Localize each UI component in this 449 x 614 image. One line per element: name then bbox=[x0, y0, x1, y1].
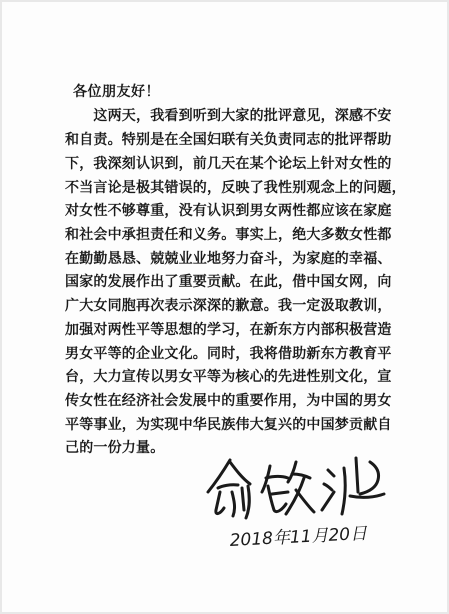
letter-line: 不当言论是极其错误的，反映了我性别观念上的问题， bbox=[65, 180, 406, 196]
letter-line: 传女性在经济社会发展中的重要作用，为中国的男女 bbox=[65, 393, 392, 409]
letter-line: 国家的发展作出了重要贡献。在此，借中国女网，向 bbox=[65, 274, 392, 290]
letter-line: 和社会中承担责任和义务。事实上，绝大多数女性都 bbox=[65, 227, 392, 243]
letter-line: 广大女同胞再次表示深深的歉意。我一定汲取教训， bbox=[65, 298, 392, 314]
signature-strokes bbox=[208, 458, 384, 518]
letter-line: 和自责。特别是在全国妇联有关负责同志的批评帮助 bbox=[65, 132, 392, 148]
handwritten-signature bbox=[200, 448, 400, 558]
letter-line: 在勤勤恳恳、兢兢业业地努力奋斗，为家庭的幸福、 bbox=[65, 251, 392, 267]
letter-line: 这两天，我看到听到大家的批评意见，深感不安 bbox=[65, 108, 392, 124]
letter-line: 台，大力宣传以男女平等为核心的先进性别文化，宣 bbox=[65, 369, 392, 385]
letter-line: 平等事业，为实现中华民族伟大复兴的中国梦贡献自 bbox=[65, 417, 392, 433]
letter-line: 对女性不够尊重，没有认识到男女两性都应该在家庭 bbox=[65, 203, 392, 219]
letter-line: 己的一份力量。 bbox=[65, 440, 165, 456]
signature-date: 2018年11月20日 bbox=[229, 523, 368, 551]
letter-greeting: 各位朋友好！ bbox=[73, 84, 160, 100]
page-border-left bbox=[0, 0, 2, 614]
letter-line: 下，我深刻认识到，前几天在某个论坛上针对女性的 bbox=[65, 156, 392, 172]
letter-line: 加强对两性平等思想的学习，在新东方内部积极营造 bbox=[65, 322, 392, 338]
letter-line: 男女平等的企业文化。同时，我将借助新东方教育平 bbox=[65, 346, 392, 362]
page-border-top bbox=[0, 0, 449, 2]
